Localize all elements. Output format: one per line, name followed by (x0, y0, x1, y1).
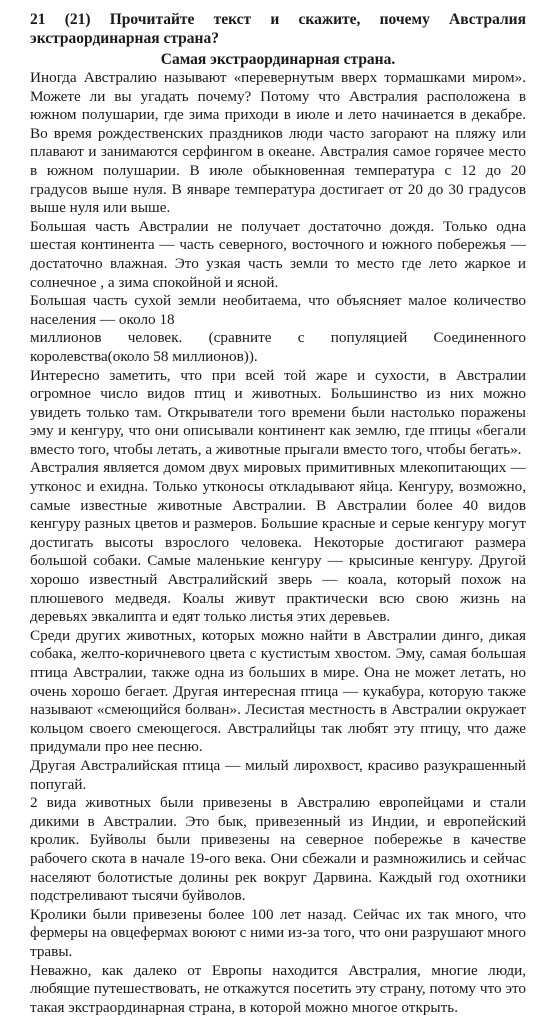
paragraph-population-compare: миллионов человек. (сравните с популяцией Соединенного королевства(около 58 миллионов)). (30, 329, 526, 366)
task-heading: 21 (21) Прочитайте текст и скажите, почему Австралия экстраординарная страна? (30, 10, 526, 48)
article-title: Самая экстраординарная страна. (30, 50, 526, 69)
paragraph-mammals: Австралия является домом двух мировых примитивных млекопитающих — утконос и ехидна. Только утконосы откладывают яйца. Кенгуру, возможно, самые известные животные Австралии. В Австралии более 40 видов кенгуру разных цветов и размеров. Большие красные и серые кенгуру могут достигать высоты взрослого человека. Некоторые достигают размера большой собаки. Самые маленькие кенгуру — крысиные кенгуру. Другой хорошо известный Австралийский зверь — коала, который похож на плюшевого медведя. Коалы живут практически всю свою жизнь на деревьях эвкалипта и едят только листья этих деревьев. (30, 459, 526, 626)
paragraph-rainfall: Большая часть Австралии не получает достаточно дождя. Только одна шестая континента — часть северного, восточного и южного побережья — достаточно влажная. Это узкая часть земли то место где лето жаркое и солнечное , а зима спокойной и ясной. (30, 218, 526, 292)
document-page (30, 10, 526, 1017)
paragraph-other-animals: Среди других животных, которых можно найти в Австралии динго, дикая собака, желто-коричневого цвета с кустистым хвостом. Эму, самая большая птица Австралии, также одна из больших в мире. Она не может летать, но очень хорошо бегает. Другая интересная птица — кукабура, которую также называют «смеющийся болван». Лесистая местность в Австралии окружает кольцом своего смеющегося. Австралийцы так любят эту птицу, что даже придумали про нее песню. (30, 627, 526, 757)
paragraph-upside-down-world: Иногда Австралию называют «перевернутым вверх тормашками миром». Можете ли вы угадать почему? Потому что Австралия расположена в южном полушарии, где зима приходи в июле и лето начинается в декабре. Во время рождественских праздников люди часто загорают на пляжу или плавают и занимаются серфингом в океане. Австралия самое горячее место в южном полушарии. В июле обыкновенная температура с 12 до 20 градусов выше нуля. В январе температура достигает от 20 до 30 градусов выше нуля или выше. (30, 69, 526, 218)
paragraph-rabbits: Кролики были привезены более 100 лет назад. Сейчас их так много, что фермеры на овцефермах воюют с ними из-за того, что они разрушают много травы. (30, 906, 526, 962)
paragraph-conclusion: Неважно, как далеко от Европы находится Австралия, многие люди, любящие путешествовать, не откажутся посетить эту страну, потому что это такая экстраординарная страна, в которой можно многое открыть. (30, 962, 526, 1017)
paragraph-population: Большая часть сухой земли необитаема, что объясняет малое количество населения — около 18 (30, 292, 526, 329)
paragraph-introduced-species: 2 вида животных были привезены в Австралию европейцами и стали дикими в Австралии. Это бык, привезенный из Индии, и европейский кролик. Буйволы были привезены на северное побережье в качестве рабочего скота в начале 19-ого века. Они сбежали и размножились и сейчас населяют болотистые долины рек вокруг Дарвина. Каждый год охотники подстреливают тысячи буйволов. (30, 794, 526, 906)
paragraph-lyrebird: Другая Австралийская птица — милый лирохвост, красиво разукрашенный попугай. (30, 757, 526, 794)
paragraph-wildlife: Интересно заметить, что при всей той жаре и сухости, в Австралии огромное число видов птиц и животных. Большинство из них можно увидеть только там. Открыватели того времени были настолько поражены эму и кенгуру, что они описывали континент как землю, где птицы «бегали вместо того, чтобы летать, а животные прыгали вместо того, чтобы бегать». (30, 367, 526, 460)
